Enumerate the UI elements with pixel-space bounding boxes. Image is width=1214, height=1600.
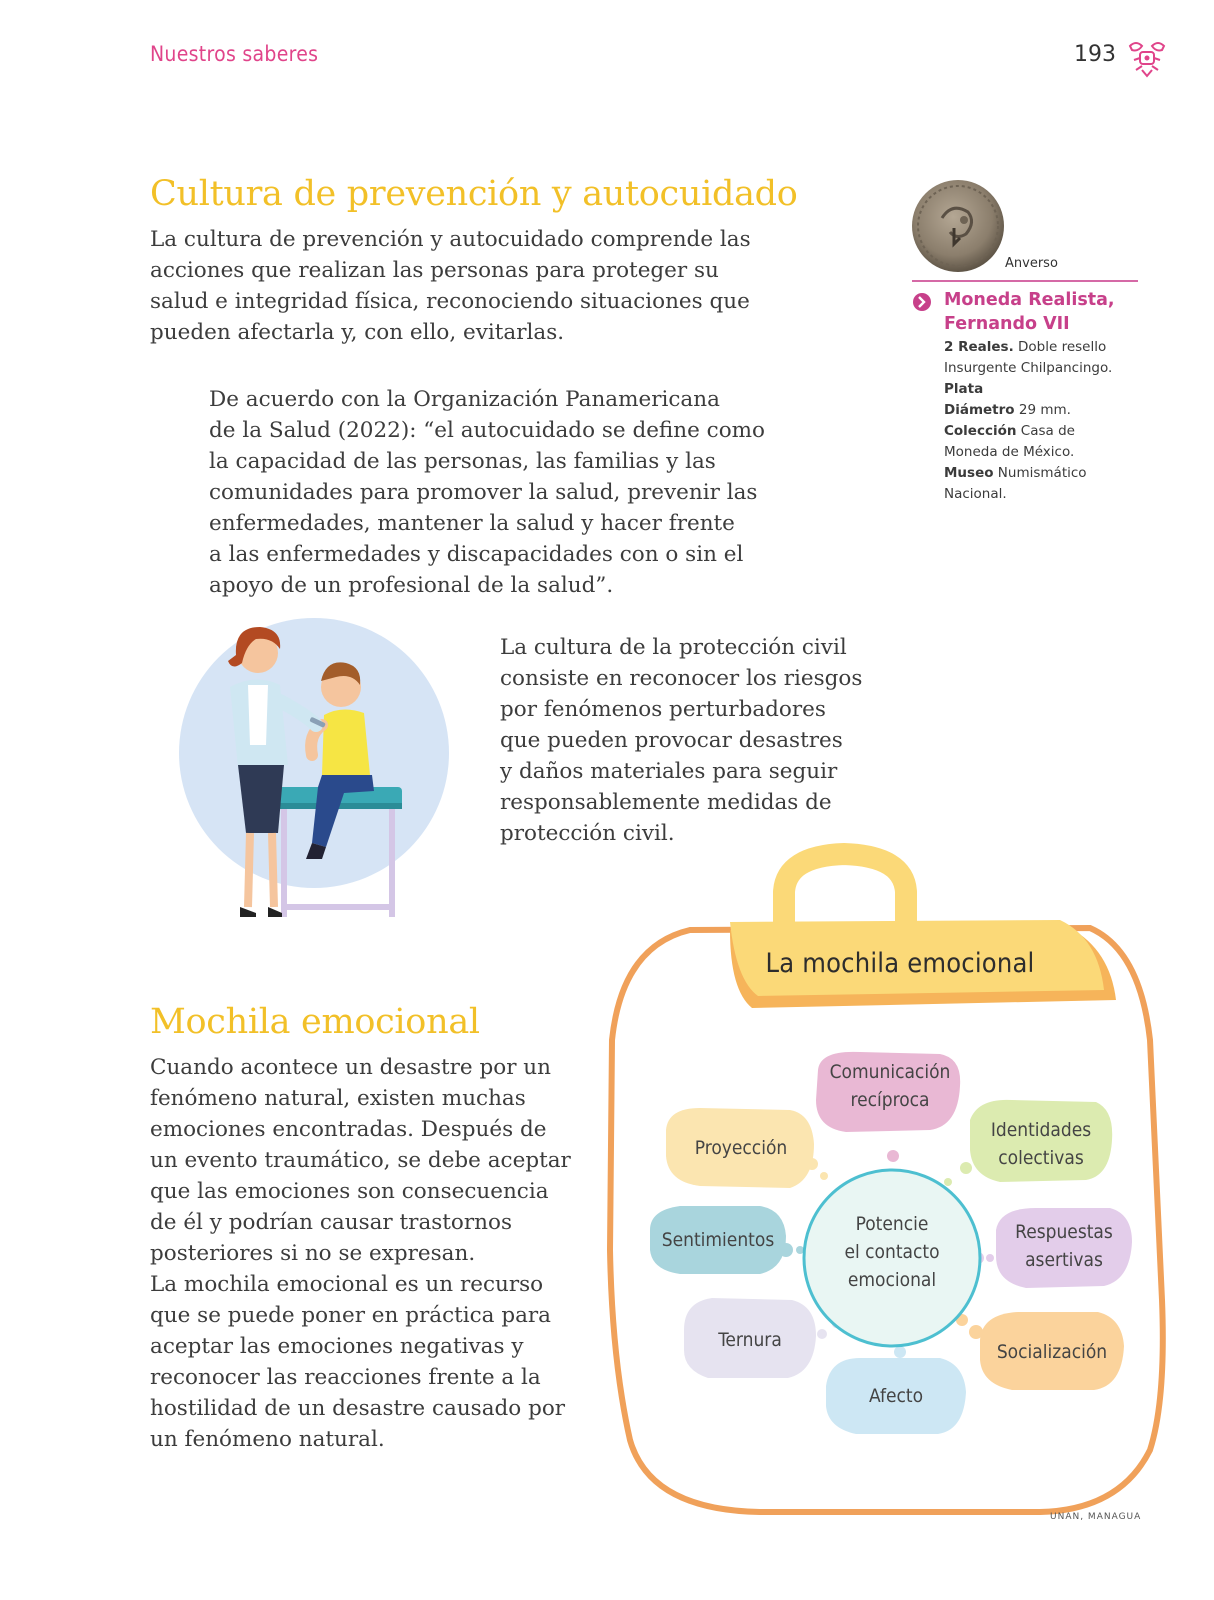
text-line: un evento traumático, se debe aceptar <box>150 1148 571 1173</box>
node-label-line: Identidades <box>990 1119 1092 1141</box>
text-line: La cultura de prevención y autocuidado comprende las <box>150 227 751 252</box>
collection-label: Colección <box>944 423 1017 439</box>
node-label-line: Potencie <box>855 1213 929 1235</box>
diagram-title: La mochila emocional <box>765 948 1035 979</box>
text-line: que pueden provocar desastres <box>500 728 843 753</box>
node-afecto <box>826 1382 966 1410</box>
section-title-prevention: Cultura de prevención y autocuidado <box>150 174 798 214</box>
text-line: acciones que realizan las personas para proteger su <box>150 258 719 283</box>
node-label-line: Ternura <box>718 1329 782 1351</box>
text-line: aceptar las emociones negativas y <box>150 1334 524 1359</box>
text-line: un fenómeno natural. <box>150 1427 385 1452</box>
node-proyeccion <box>666 1134 816 1162</box>
text-line: enfermedades, mantener la salud y hacer frente <box>209 511 735 536</box>
node-label-line: emocional <box>847 1269 937 1291</box>
node-label-line: Proyección <box>694 1137 788 1159</box>
node-label-line: Afecto <box>868 1385 924 1407</box>
text-line: salud e integridad física, reconociendo situaciones que <box>150 289 750 314</box>
text-line: que se puede poner en práctica para <box>150 1303 551 1328</box>
museum-value: Numismático <box>993 465 1087 481</box>
image-credit: UNAN, MANAGUA <box>1050 1512 1142 1522</box>
node-identidades <box>966 1116 1116 1172</box>
text-line: de la Salud (2022): “el autocuidado se define como <box>209 418 765 443</box>
node-center <box>812 1210 972 1294</box>
node-label-line: asertivas <box>1025 1249 1103 1271</box>
node-label-line: colectivas <box>998 1147 1084 1169</box>
text-line: por fenómenos perturbadores <box>500 697 826 722</box>
text-line: consiste en reconocer los riesgos <box>500 666 863 691</box>
node-label-line: Comunicación <box>829 1061 951 1083</box>
text-line: que las emociones son consecuencia <box>150 1179 549 1204</box>
text-line: la capacidad de las personas, las familias y las <box>209 449 716 474</box>
backpack-handle <box>784 854 906 930</box>
text-line: La mochila emocional es un recurso <box>150 1272 544 1297</box>
denomination-text: Insurgente Chilpancingo. <box>944 360 1113 376</box>
collection-value: Casa de <box>1016 423 1075 439</box>
running-head: Nuestros saberes <box>150 42 319 66</box>
text-line: emociones encontradas. Después de <box>150 1117 547 1142</box>
text-line: pueden afectarla y, con ello, evitarlas. <box>150 320 565 345</box>
page-number: 193 <box>1074 42 1116 67</box>
text-line: Cuando acontece un desastre por un <box>150 1055 552 1080</box>
section-title-backpack: Mochila emocional <box>150 1002 480 1042</box>
coin-title-line: Moneda Realista, <box>944 290 1115 310</box>
text-line: apoyo de un profesional de la salud”. <box>209 573 614 598</box>
coin-title-line: Fernando VII <box>944 314 1070 334</box>
node-label-line: Socialización <box>996 1341 1108 1363</box>
denomination-text: Doble resello <box>1013 339 1107 355</box>
node-respuestas <box>992 1218 1136 1274</box>
museum-label: Museo <box>944 465 994 481</box>
text-line: La cultura de la protección civil <box>500 635 847 660</box>
node-label-line: Respuestas <box>1015 1221 1113 1243</box>
text-line: posteriores si no se expresan. <box>150 1241 476 1266</box>
text-line: y daños materiales para seguir <box>500 759 838 784</box>
text-line: responsablemente medidas de <box>500 790 832 815</box>
diameter-value: 29 mm. <box>1014 402 1071 418</box>
text-line: protección civil. <box>500 821 675 846</box>
diameter-label: Diámetro <box>944 402 1015 418</box>
node-label-line: Sentimientos <box>661 1229 775 1251</box>
material-label: Plata <box>944 381 984 397</box>
node-socializacion <box>978 1338 1126 1366</box>
museum-value: Nacional. <box>944 486 1007 502</box>
text-line: fenómeno natural, existen muchas <box>150 1086 526 1111</box>
node-comunicacion <box>810 1058 970 1114</box>
node-sentimientos <box>646 1226 790 1254</box>
collection-value: Moneda de México. <box>944 444 1075 460</box>
text-line: comunidades para promover la salud, prevenir las <box>209 480 758 505</box>
node-label-line: recíproca <box>850 1089 930 1111</box>
coin-side-label: Anverso <box>1005 256 1058 271</box>
text-line: de él y podrían causar trastornos <box>150 1210 512 1235</box>
text-line: reconocer las reacciones frente a la <box>150 1365 541 1390</box>
text-line: hostilidad de un desastre causado por <box>150 1396 566 1421</box>
node-label-line: el contacto <box>844 1241 940 1263</box>
node-ternura <box>684 1326 816 1354</box>
denomination-label: 2 Reales. <box>944 339 1014 355</box>
text-line: a las enfermedades y discapacidades con o sin el <box>209 542 744 567</box>
text-line: De acuerdo con la Organización Panamericana <box>209 387 720 412</box>
